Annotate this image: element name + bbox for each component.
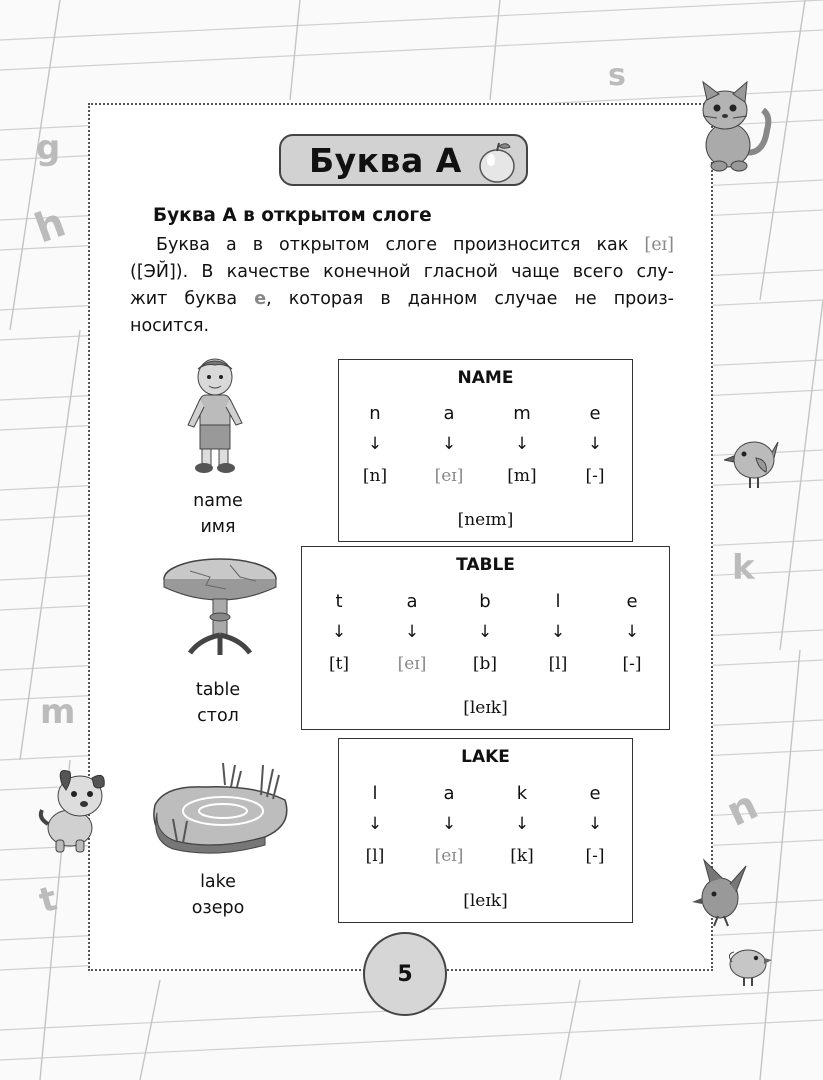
page-number-badge <box>363 932 447 1016</box>
page-title: Буква А <box>309 140 462 180</box>
cat-illustration <box>693 80 777 172</box>
caption-ru: стол <box>197 706 239 726</box>
letter: e <box>589 403 601 424</box>
paragraph-line-3 <box>130 286 674 313</box>
paragraph-text: жит буква <box>130 289 238 309</box>
letter-column <box>429 403 469 486</box>
caption-en: name <box>193 491 243 511</box>
letter: n <box>369 403 381 424</box>
rule-paragraph <box>130 232 674 340</box>
paragraph-line-4: носится. <box>130 316 210 336</box>
word-title: TABLE <box>456 555 515 575</box>
word-box-lake <box>338 738 633 923</box>
letter: t <box>335 591 343 612</box>
phoneme: [t] <box>328 654 350 674</box>
caption-en: lake <box>200 872 236 892</box>
letter-column <box>355 403 395 486</box>
phoneme: [eɪ] <box>434 846 464 866</box>
phoneme: [-] <box>585 466 605 486</box>
paragraph-text: , которая в данном случае не произ- <box>266 289 674 309</box>
caption-ru: имя <box>200 517 236 537</box>
boy-illustration <box>182 355 248 475</box>
letter: e <box>626 591 638 612</box>
letter: b <box>479 591 491 612</box>
letter-column <box>392 591 432 674</box>
phoneme: [-] <box>585 846 605 866</box>
diphthong-transcription: [eɪ] <box>644 235 674 255</box>
table-illustration <box>160 555 280 659</box>
letter: k <box>516 783 528 804</box>
word-transcription: [neɪm] <box>457 510 514 530</box>
apple-icon <box>476 140 518 184</box>
letter-column <box>429 783 469 866</box>
phoneme: [n] <box>362 466 388 486</box>
phoneme: [l] <box>365 846 385 866</box>
phoneme: [-] <box>622 654 642 674</box>
phoneme: [k] <box>510 846 534 866</box>
letter-column <box>575 403 615 486</box>
letter-column <box>465 591 505 674</box>
letter-column <box>575 783 615 866</box>
lake-illustration <box>145 755 295 855</box>
decor-letter-m: m <box>40 692 76 732</box>
arrow-down-icon: ↓ <box>441 814 457 834</box>
letter: e <box>589 783 601 804</box>
caption-en: table <box>195 680 241 700</box>
dog-illustration <box>36 764 108 856</box>
word-transcription: [leɪk] <box>463 891 508 911</box>
letter-column <box>612 591 652 674</box>
letter-column <box>355 783 395 866</box>
title-banner <box>279 134 528 186</box>
section-heading: Буква А в открытом слоге <box>153 205 432 226</box>
decor-letter-k: k <box>732 548 755 588</box>
caption-ru: озеро <box>191 898 245 918</box>
arrow-down-icon: ↓ <box>587 434 603 454</box>
arrow-down-icon: ↓ <box>514 434 530 454</box>
arrow-down-icon: ↓ <box>550 622 566 642</box>
word-box-table <box>301 546 670 730</box>
letter: a <box>443 403 455 424</box>
decor-letter-s: s <box>608 58 626 93</box>
word-transcription: [leɪk] <box>463 698 508 718</box>
arrow-down-icon: ↓ <box>367 434 383 454</box>
arrow-down-icon: ↓ <box>624 622 640 642</box>
arrow-down-icon: ↓ <box>367 814 383 834</box>
letter-column <box>538 591 578 674</box>
phoneme: [l] <box>548 654 568 674</box>
letter: a <box>443 783 455 804</box>
caption-table <box>158 677 278 729</box>
page-number: 5 <box>397 961 413 987</box>
decor-letter-t: t <box>35 878 62 922</box>
decor-letter-g: g <box>36 128 61 168</box>
caption-name <box>158 488 278 540</box>
paragraph-line-1 <box>130 232 674 259</box>
highlighted-letter: e <box>254 289 267 309</box>
phoneme: [eɪ] <box>397 654 427 674</box>
phoneme: [b] <box>472 654 498 674</box>
letter-column <box>502 783 542 866</box>
paragraph-text: Буква а в открытом слоге произносится как <box>156 235 629 255</box>
decor-letter-h: h <box>28 199 72 253</box>
phoneme: [m] <box>507 466 537 486</box>
letter-column <box>319 591 359 674</box>
caption-lake <box>158 869 278 921</box>
arrow-down-icon: ↓ <box>514 814 530 834</box>
paragraph-line-2: ([ЭЙ]). В качестве конечной гласной чаще всего слу- <box>130 262 674 282</box>
arrow-down-icon: ↓ <box>587 814 603 834</box>
word-box-name <box>338 359 633 542</box>
bird-illustration <box>724 430 780 490</box>
phoneme: [eɪ] <box>434 466 464 486</box>
arrow-down-icon: ↓ <box>441 434 457 454</box>
flying-bird-illustration <box>690 858 750 928</box>
arrow-down-icon: ↓ <box>404 622 420 642</box>
letter: l <box>555 591 561 612</box>
letter: m <box>513 403 531 424</box>
word-title: NAME <box>457 368 514 388</box>
letter: l <box>372 783 378 804</box>
word-title: LAKE <box>461 747 510 767</box>
letter: a <box>406 591 418 612</box>
small-bird-illustration <box>722 940 772 988</box>
letter-column <box>502 403 542 486</box>
arrow-down-icon: ↓ <box>331 622 347 642</box>
decor-letter-n: n <box>719 782 765 836</box>
arrow-down-icon: ↓ <box>477 622 493 642</box>
